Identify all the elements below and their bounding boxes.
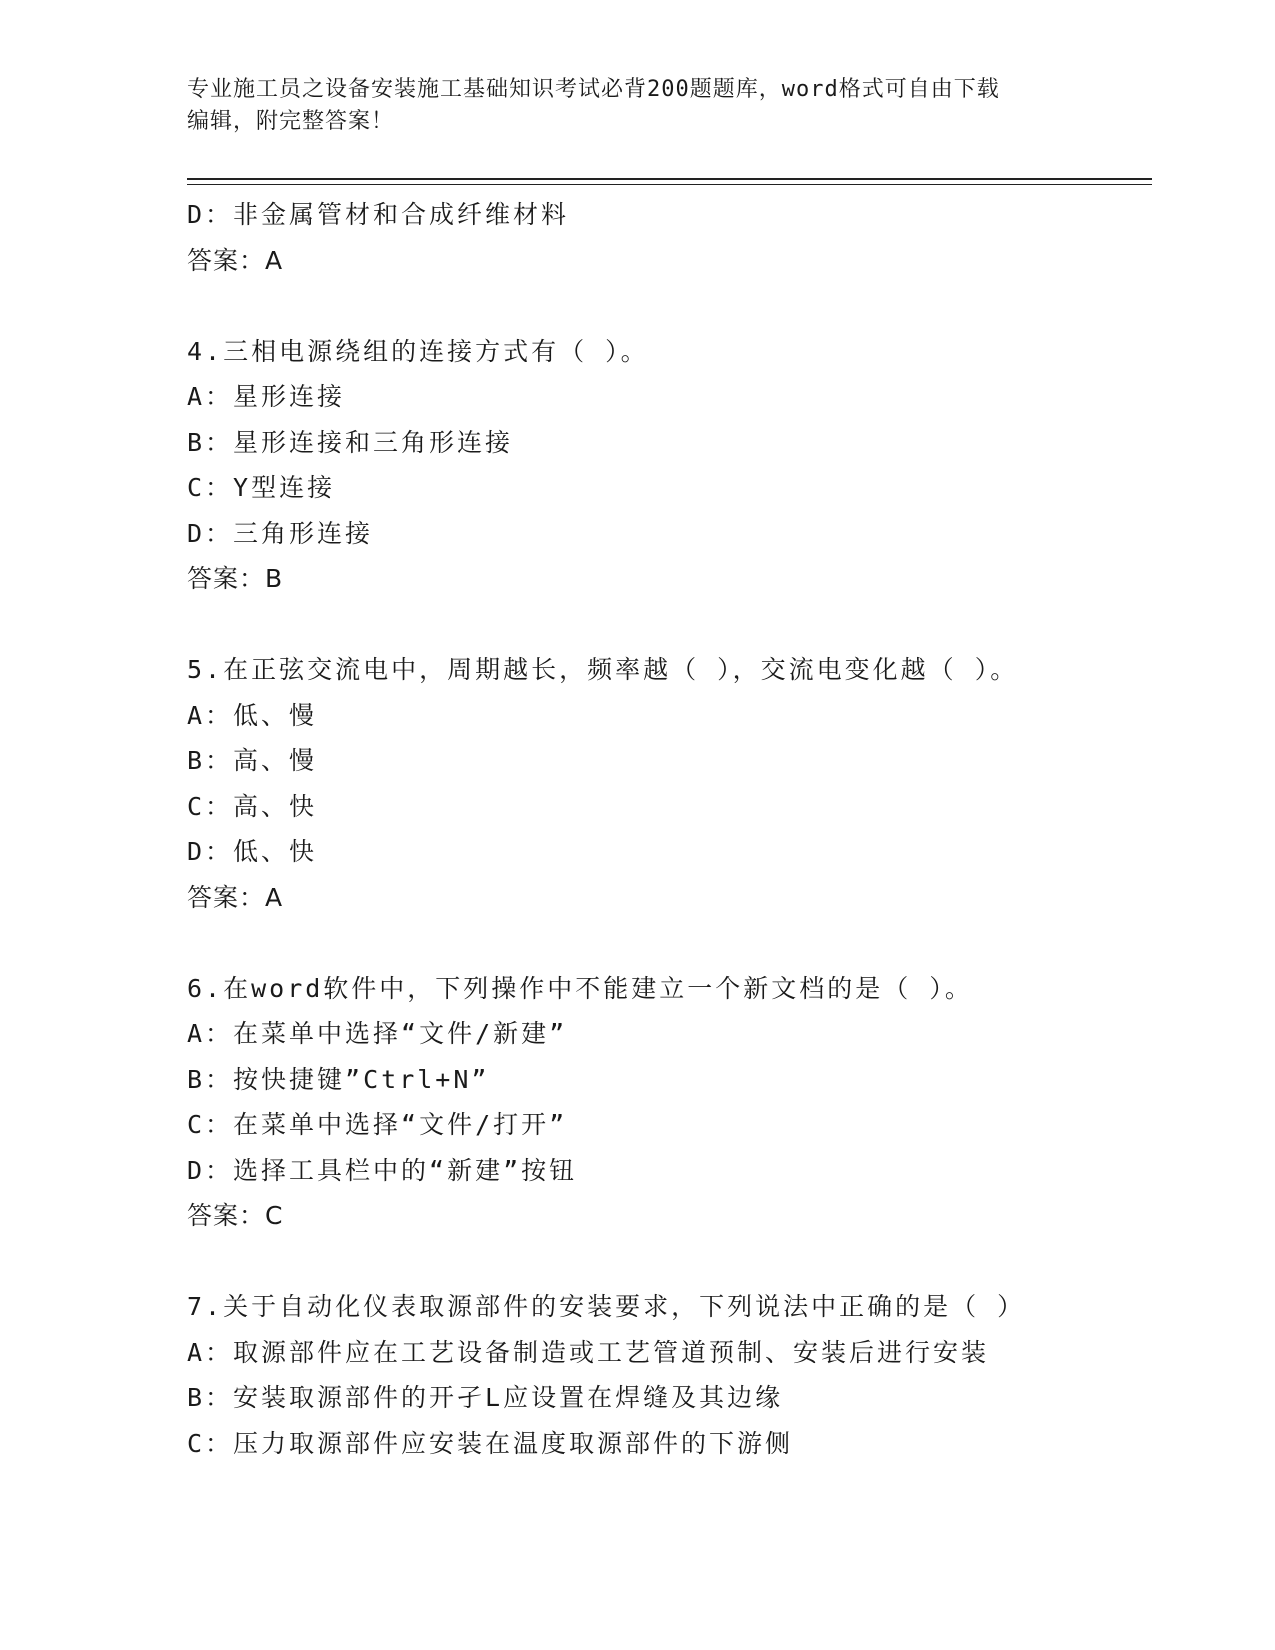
spacer	[187, 602, 1152, 648]
option-c: C：高、快	[187, 791, 318, 821]
option-c: C：压力取源部件应安装在温度取源部件的下游侧	[187, 1428, 794, 1458]
question-list	[187, 192, 1152, 1466]
question-text: 7.关于自动化仪表取源部件的安装要求，下列说法中正确的是（ ）	[187, 1292, 1026, 1321]
answer: 答案：A	[187, 882, 284, 912]
question-7	[187, 1284, 1152, 1466]
question-text: 4.三相电源绕组的连接方式有（ ）。	[187, 336, 649, 366]
option-d: D：低、快	[187, 837, 318, 866]
spacer	[187, 1239, 1152, 1285]
option-b: B：按快捷键”Ctrl+N”	[187, 1064, 490, 1094]
option-d: D：选择工具栏中的“新建”按钮	[187, 1155, 578, 1185]
option-b: B：安装取源部件的开孑L应设置在焊缝及其边缘	[187, 1383, 784, 1412]
document-header	[187, 74, 1087, 138]
q3-answer: 答案：A	[187, 245, 284, 275]
question-6	[187, 966, 1152, 1239]
option-b: B：高、慢	[187, 746, 318, 775]
option-a: A：星形连接	[187, 382, 346, 411]
header-divider-thick	[187, 178, 1152, 180]
header-title-line-2: 编辑，附完整答案！	[187, 109, 395, 134]
option-c: C：Y型连接	[187, 473, 336, 502]
header-divider-thin	[187, 184, 1152, 185]
option-c: C：在菜单中选择“文件/打开”	[187, 1110, 568, 1139]
q3-option-d: D：非金属管材和合成纤维材料	[187, 200, 570, 229]
answer: 答案：B	[187, 564, 284, 593]
spacer	[187, 920, 1152, 966]
header-title-line-1: 专业施工员之设备安装施工基础知识考试必背200题题库，word格式可自由下载	[187, 77, 1000, 102]
option-a: A：在菜单中选择“文件/新建”	[187, 1019, 568, 1048]
question-text: 6.在word软件中，下列操作中不能建立一个新文档的是（ ）。	[187, 973, 973, 1003]
option-b: B：星形连接和三角形连接	[187, 427, 514, 457]
option-a: A：低、慢	[187, 700, 318, 730]
question-4	[187, 329, 1152, 602]
option-a: A：取源部件应在工艺设备制造或工艺管道预制、安装后进行安装	[187, 1337, 990, 1367]
answer: 答案：C	[187, 1201, 284, 1230]
question-text: 5.在正弦交流电中，周期越长，频率越（ ），交流电变化越（ ）。	[187, 655, 1019, 684]
question-5	[187, 647, 1152, 920]
spacer	[187, 283, 1152, 329]
option-d: D：三角形连接	[187, 518, 374, 548]
